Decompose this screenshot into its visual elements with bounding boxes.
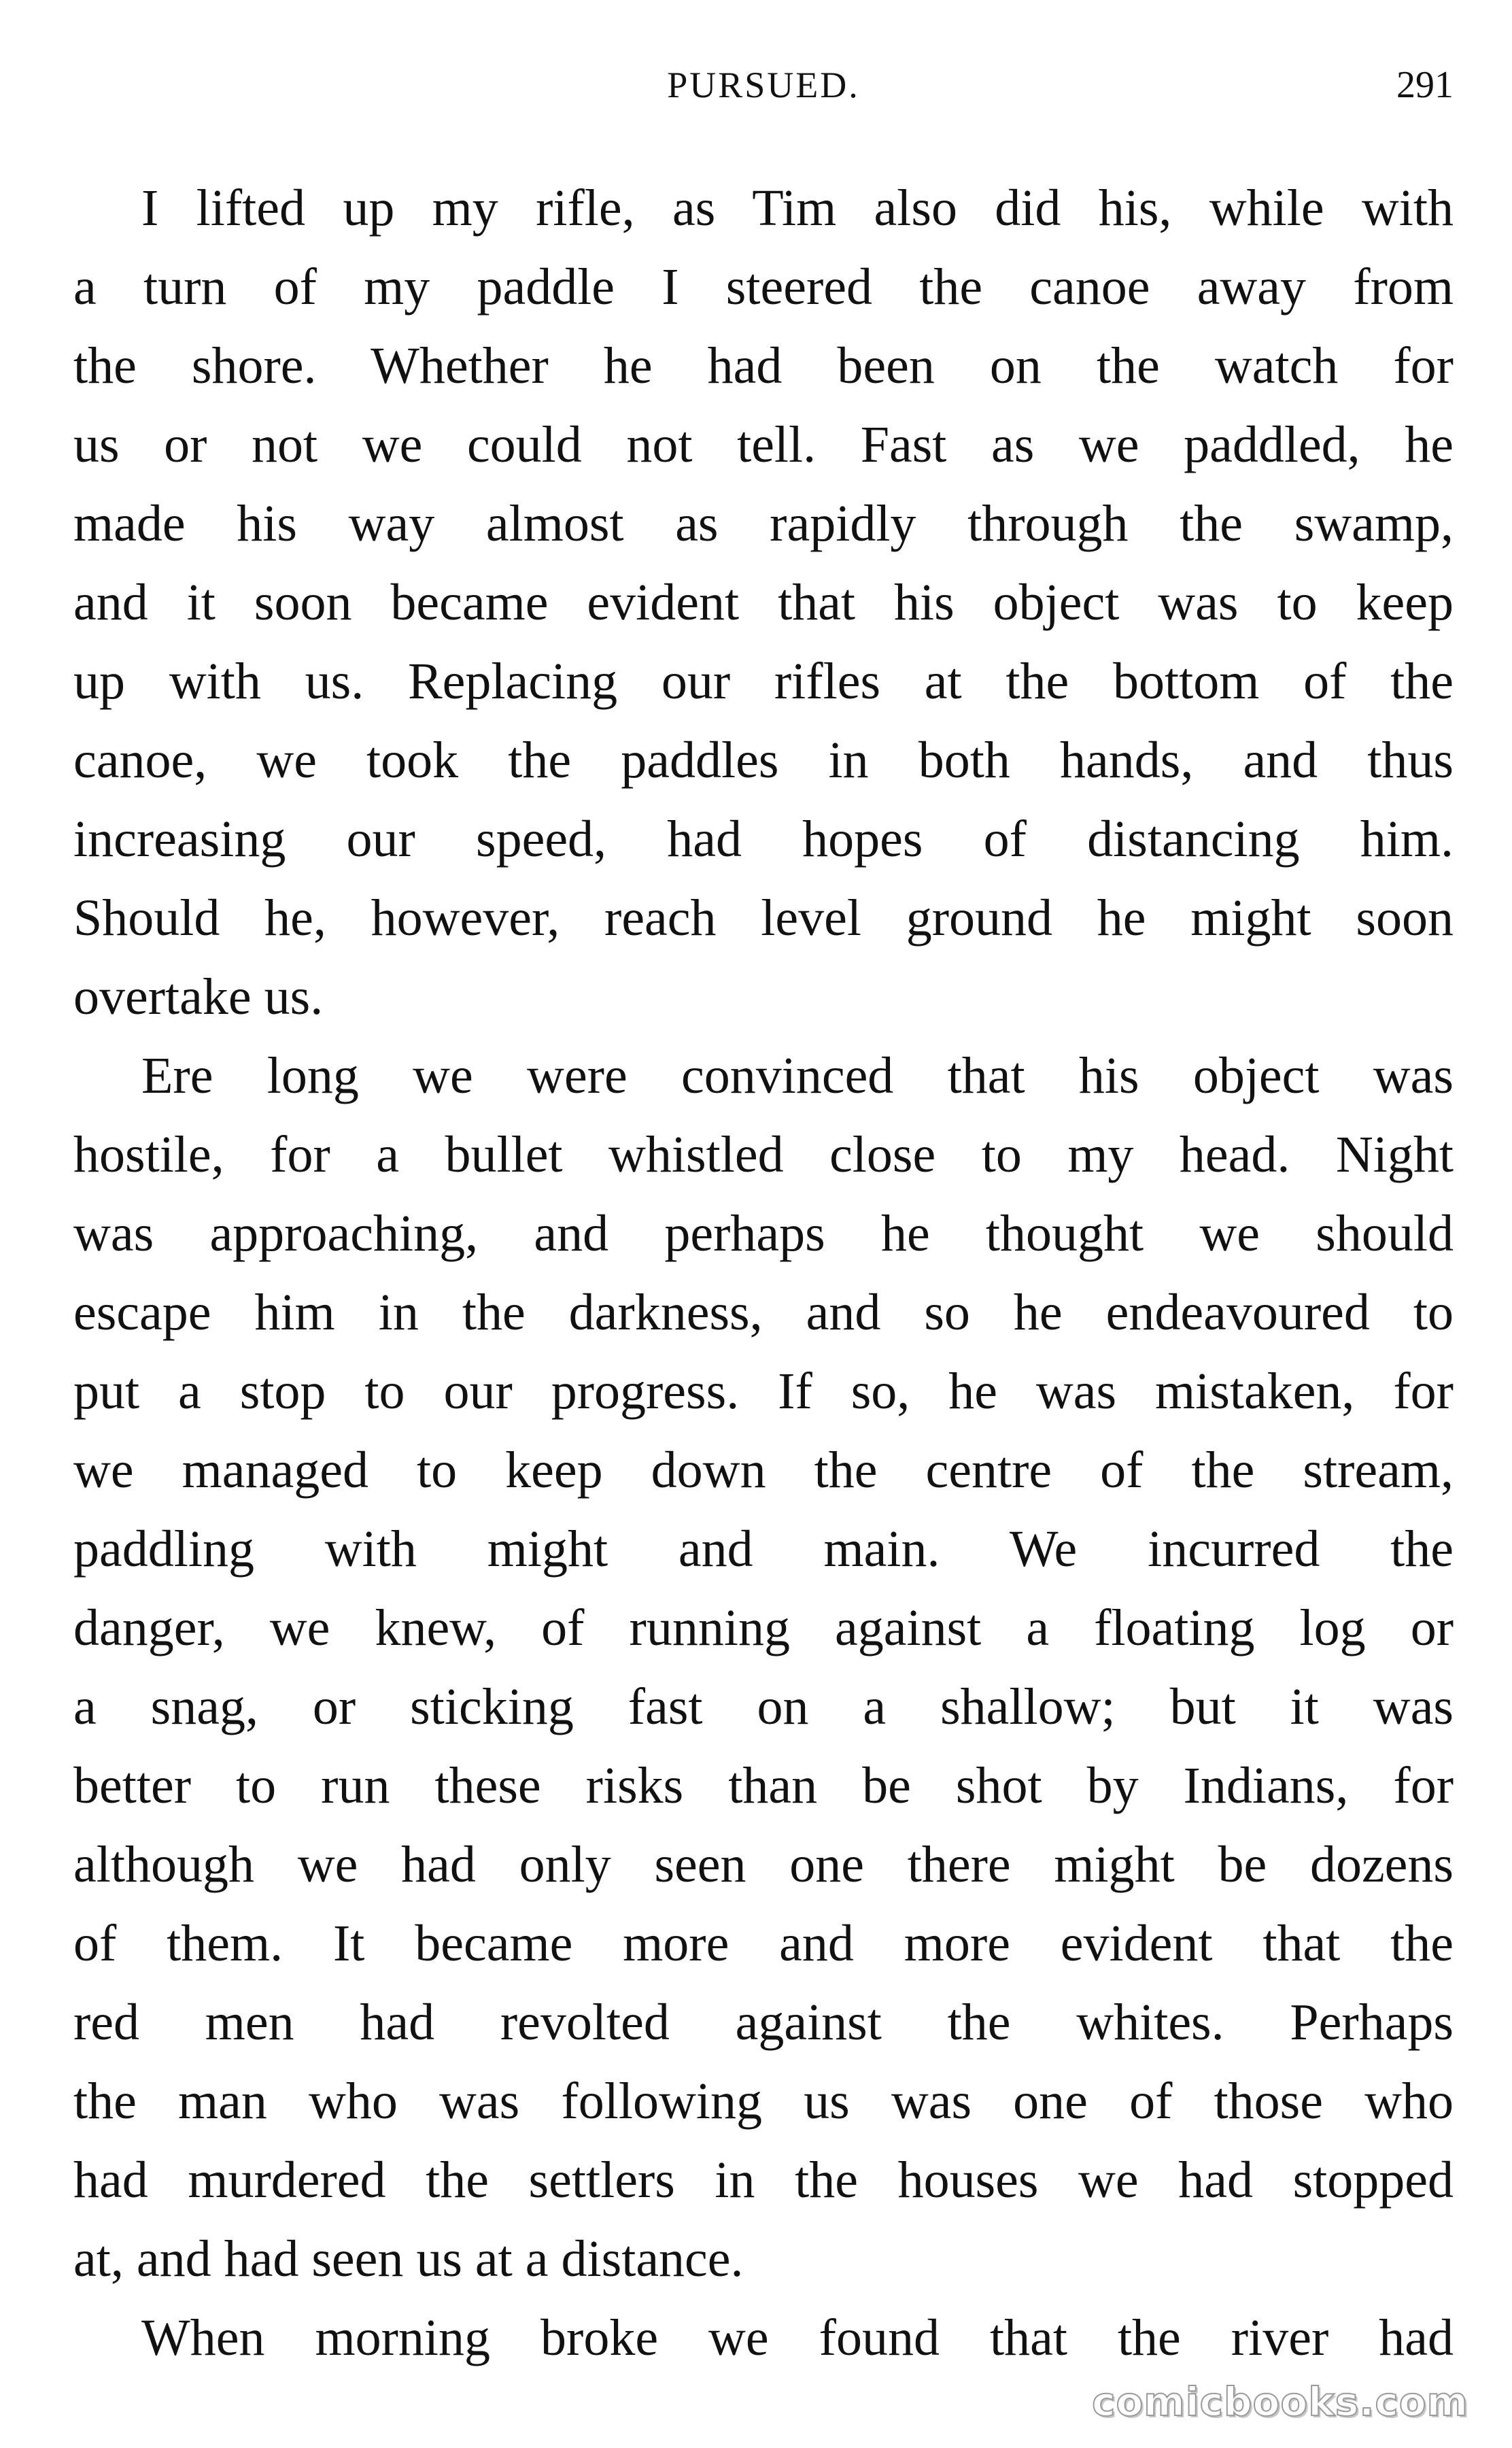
text-line: a turn of my paddle I steered the canoe away from (73, 258, 1454, 316)
watermark: comicbooks.com (1092, 2379, 1468, 2425)
text-line: up with us. Replacing our rifles at the bottom of the (73, 653, 1454, 710)
text-line: hostile, for a bullet whistled close to my head. Night (73, 1126, 1454, 1183)
text-line: better to run these risks than be shot by Indians, for (73, 1757, 1454, 1814)
text-line: of them. It became more and more evident that the (73, 1915, 1454, 1972)
running-head: PURSUED. (667, 65, 860, 105)
text-line: had murdered the settlers in the houses we had stopped (73, 2152, 1454, 2209)
text-line: increasing our speed, had hopes of distancing him. (73, 811, 1454, 868)
text-line: Should he, however, reach level ground he might soon (73, 889, 1454, 947)
text-line: although we had only seen one there might be dozens (73, 1836, 1454, 1893)
text-line: When morning broke we found that the river had (141, 2309, 1454, 2366)
page-number: 291 (1396, 64, 1454, 106)
text-line: at, and had seen us at a distance. (73, 2230, 744, 2288)
text-line: danger, we knew, of running against a floating log or (73, 1599, 1454, 1656)
text-line: Ere long we were convinced that his object was (141, 1047, 1454, 1104)
text-line: we managed to keep down the centre of the stream, (73, 1442, 1454, 1499)
text-line: escape him in the darkness, and so he endeavoured to (73, 1284, 1454, 1341)
text-line: made his way almost as rapidly through the swamp, (73, 495, 1454, 552)
page-header (73, 54, 1454, 116)
text-line: paddling with might and main. We incurred the (73, 1520, 1454, 1578)
text-line: was approaching, and perhaps he thought we should (73, 1205, 1454, 1262)
text-line: canoe, we took the paddles in both hands, and thus (73, 732, 1454, 789)
text-line: I lifted up my rifle, as Tim also did his, while with (141, 180, 1454, 237)
text-line: red men had revolted against the whites. Perhaps (73, 1994, 1454, 2051)
text-line: overtake us. (73, 968, 324, 1025)
text-line: a snag, or sticking fast on a shallow; but it was (73, 1678, 1454, 1735)
body-text (73, 169, 1454, 2377)
text-line: and it soon became evident that his object was to keep (73, 574, 1454, 631)
text-line: the shore. Whether he had been on the watch for (73, 337, 1454, 394)
text-line: us or not we could not tell. Fast as we paddled, he (73, 416, 1454, 473)
text-line: put a stop to our progress. If so, he was mistaken, for (73, 1363, 1454, 1420)
text-line: the man who was following us was one of those who (73, 2073, 1454, 2130)
